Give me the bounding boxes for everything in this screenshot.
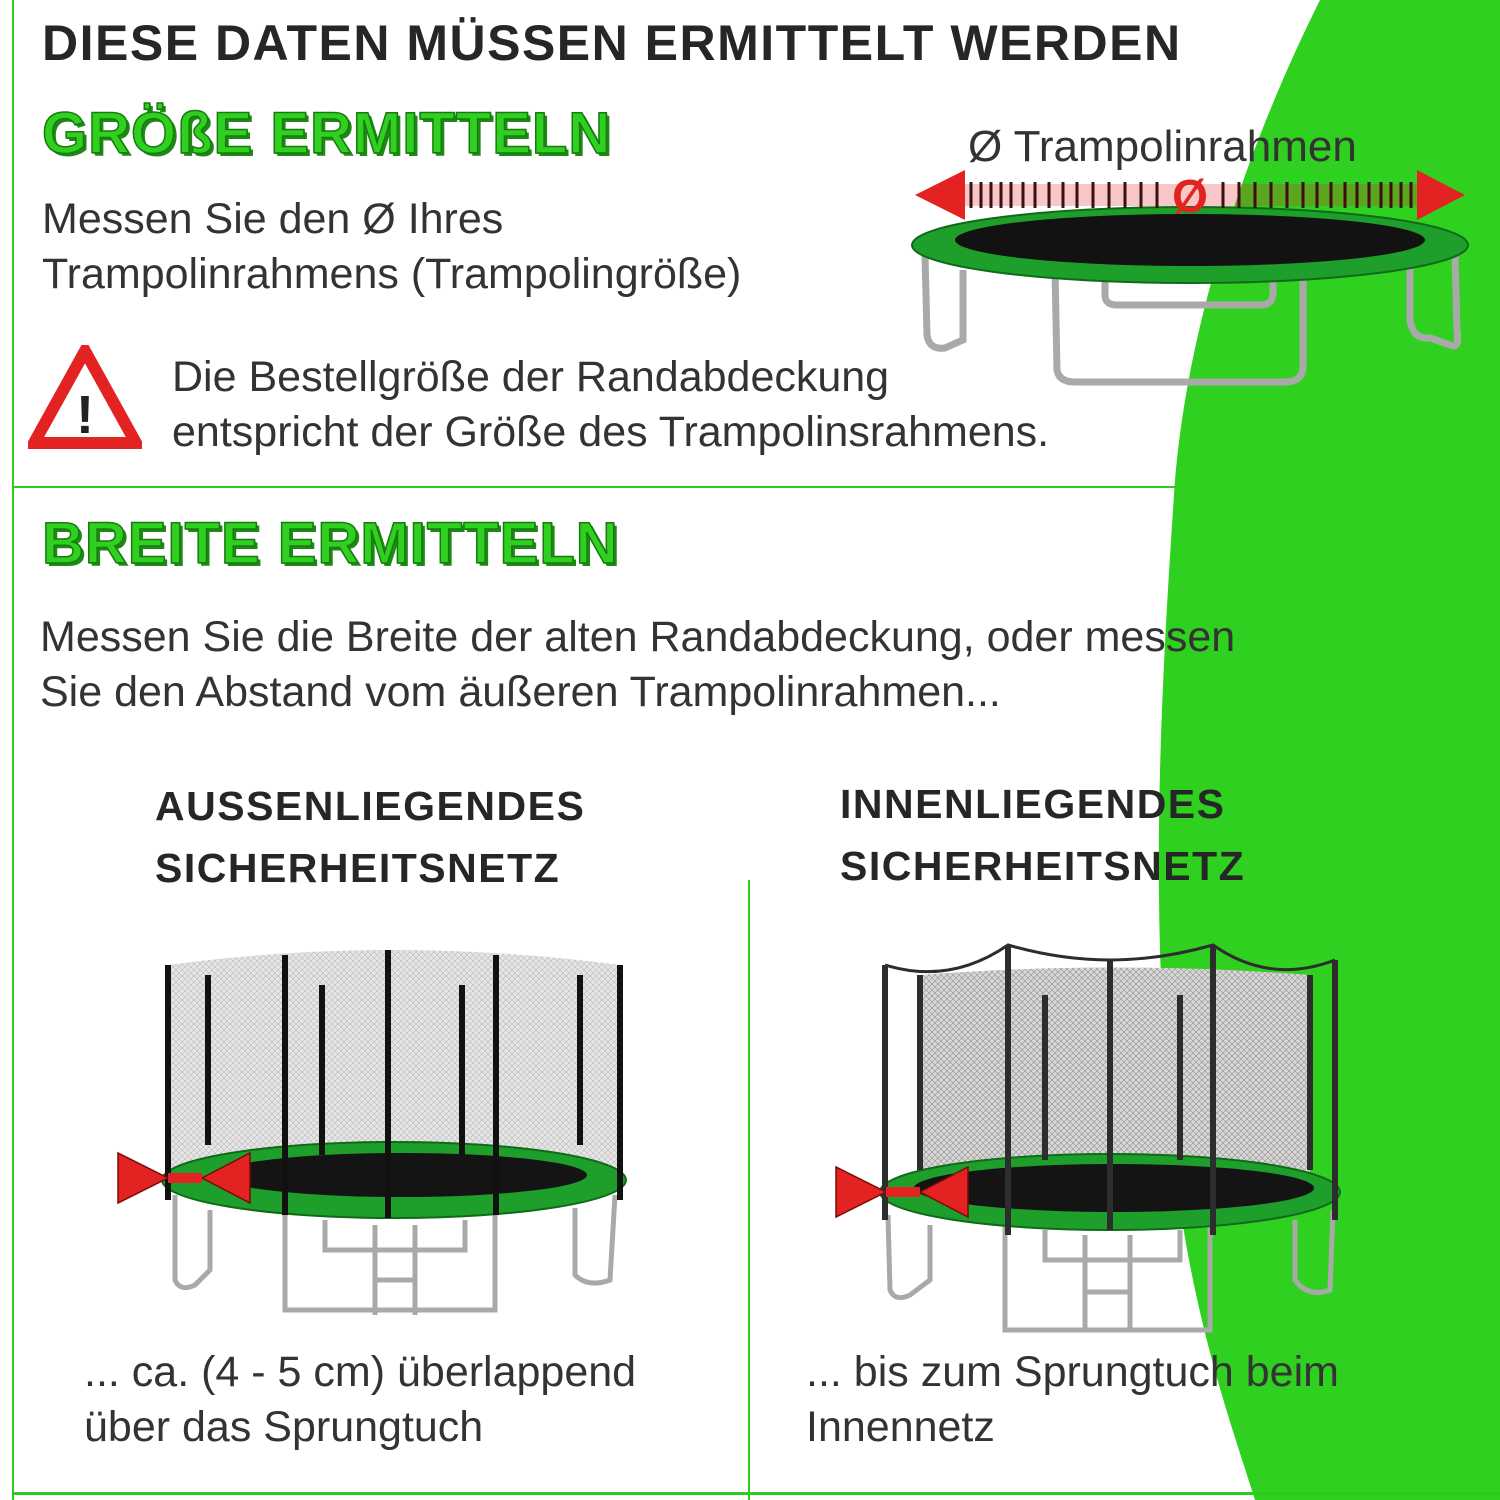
warning-line1: Die Bestellgröße der Randabdeckung [172,353,890,401]
bottom-border-line [12,1492,1500,1495]
warning-note [172,350,1222,460]
left-border-line [12,0,14,1500]
outer-net-caption [84,1345,744,1455]
width-instruction [40,610,1440,720]
inner-net-caption [806,1345,1466,1455]
warning-triangle-icon [28,345,142,449]
frame-diameter-label: Ø Trampolinrahmen [968,122,1357,171]
inner-net-title-line2: SICHERHEITSNETZ [840,843,1246,889]
outer-net-title-line1: AUSSENLIEGENDES [155,783,586,829]
outer-net-trampoline-illustration [110,940,650,1340]
size-instruction-line2: Trampolinrahmens (Trampolingröße) [42,250,742,298]
diameter-symbol: Ø [1172,170,1208,222]
outer-net-caption-line2: über das Sprungtuch [84,1403,484,1451]
inner-net-caption-line1: ... bis zum Sprungtuch beim [806,1348,1339,1396]
column-divider [748,880,750,1500]
svg-text:!: ! [76,385,94,445]
page-title: DIESE DATEN MÜSSEN ERMITTELT WERDEN [42,15,1182,71]
size-instruction-line1: Messen Sie den Ø Ihres [42,195,504,243]
section-divider [12,486,1177,488]
inner-net-title [840,773,1245,897]
inner-net-caption-line2: Innennetz [806,1403,995,1451]
inner-net-title-line1: INNENLIEGENDES [840,781,1226,827]
warning-line2: entspricht der Größe des Trampolinsrahmens. [172,408,1050,456]
width-heading: BREITE ERMITTELN [42,511,619,576]
inner-net-trampoline-illustration [830,930,1350,1340]
diameter-arrow [915,170,1465,222]
width-instruction-line2: Sie den Abstand vom äußeren Trampolinrahmen... [40,668,1001,716]
outer-net-caption-line1: ... ca. (4 - 5 cm) überlappend [84,1348,637,1396]
size-instruction [42,192,942,302]
outer-net-title [155,775,585,899]
size-heading: GRÖßE ERMITTELN [42,101,612,166]
outer-net-title-line2: SICHERHEITSNETZ [155,845,561,891]
width-instruction-line1: Messen Sie die Breite der alten Randabdeckung, oder messen [40,613,1236,661]
